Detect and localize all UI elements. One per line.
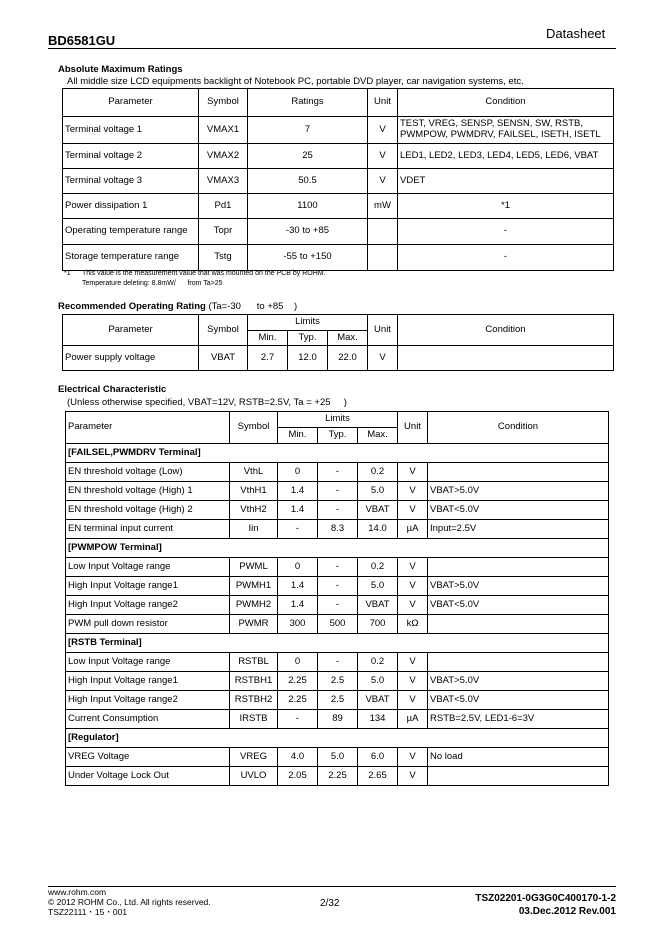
elec-cell: µA xyxy=(398,710,428,729)
rec-op-header-parameter: Parameter xyxy=(63,315,199,346)
rec-op-header-symbol: Symbol xyxy=(199,315,248,346)
group-heading: [RSTB Terminal] xyxy=(66,634,609,653)
elec-header-max: Max. xyxy=(358,428,398,444)
abs-max-header-cell: Condition xyxy=(398,89,614,117)
rec-op-cell: 12.0 xyxy=(288,346,328,371)
elec-cell: V xyxy=(398,463,428,482)
elec-cell: 0 xyxy=(278,558,318,577)
elec-cell: 0.2 xyxy=(358,653,398,672)
group-heading: [FAILSEL,PWMDRV Terminal] xyxy=(66,444,609,463)
elec-cell: - xyxy=(318,596,358,615)
elec-cell: Low Input Voltage range xyxy=(66,653,230,672)
abs-max-cell: 7 xyxy=(248,117,368,144)
elec-cell: 500 xyxy=(318,615,358,634)
elec-cell: RSTB=2.5V, LED1-6=3V xyxy=(428,710,609,729)
abs-max-cell: VMAX2 xyxy=(199,144,248,169)
table-row xyxy=(66,748,609,767)
abs-max-cell: Storage temperature range xyxy=(63,245,199,271)
elec-cell: V xyxy=(398,653,428,672)
elec-cell: 0 xyxy=(278,463,318,482)
abs-max-note-mark: *1 xyxy=(64,270,71,277)
elec-cell: High Input Voltage range1 xyxy=(66,672,230,691)
rec-op-header-limits: Limits xyxy=(248,315,368,331)
elec-cell xyxy=(428,615,609,634)
abs-max-cell: Power dissipation 1 xyxy=(63,194,199,219)
rec-op-header-condition: Condition xyxy=(398,315,614,346)
abs-max-header-cell: Symbol xyxy=(199,89,248,117)
elec-cell: 5.0 xyxy=(358,482,398,501)
elec-cell: V xyxy=(398,672,428,691)
footer-website: www.rohm.com xyxy=(48,887,107,897)
header-divider xyxy=(48,48,616,49)
elec-header-row xyxy=(66,412,609,428)
table-row xyxy=(66,691,609,710)
footer-form-code: TSZ22111・15・001 xyxy=(48,906,128,917)
page-number: 2/32 xyxy=(320,898,340,909)
elec-cell xyxy=(428,463,609,482)
abs-max-cell: LED1, LED2, LED3, LED4, LED5, LED6, VBAT xyxy=(398,144,614,169)
elec-subtitle: (Unless otherwise specified, VBAT=12V, RSTB=2.5V, Ta = +25 ) xyxy=(67,397,347,408)
abs-max-cell: Pd1 xyxy=(199,194,248,219)
abs-max-note-line2: Temperature deleting: 8.8mW/ from Ta>25 xyxy=(82,280,223,287)
elec-header-unit: Unit xyxy=(398,412,428,444)
table-row xyxy=(66,767,609,786)
abs-max-cell: V xyxy=(368,169,398,194)
elec-cell: VBAT>5.0V xyxy=(428,482,609,501)
elec-cell: 2.05 xyxy=(278,767,318,786)
elec-cell: EN terminal input current xyxy=(66,520,230,539)
table-row xyxy=(66,710,609,729)
elec-cell: PWMH2 xyxy=(230,596,278,615)
footer-divider xyxy=(48,886,616,887)
elec-cell: RSTBL xyxy=(230,653,278,672)
elec-cell: PWM pull down resistor xyxy=(66,615,230,634)
footer-right xyxy=(475,893,616,918)
elec-cell: 4.0 xyxy=(278,748,318,767)
abs-max-table xyxy=(62,88,614,271)
elec-cell: VBAT xyxy=(358,596,398,615)
elec-cell: 2.25 xyxy=(278,672,318,691)
elec-cell: 1.4 xyxy=(278,482,318,501)
elec-cell: VBAT>5.0V xyxy=(428,577,609,596)
elec-cell: VBAT>5.0V xyxy=(428,672,609,691)
rec-op-title-text: Recommended Operating Rating xyxy=(58,301,206,312)
rec-op-header-row xyxy=(63,315,614,331)
group-heading: [Regulator] xyxy=(66,729,609,748)
elec-cell: 0.2 xyxy=(358,463,398,482)
abs-max-cell xyxy=(368,245,398,271)
elec-cell: - xyxy=(318,558,358,577)
rec-op-cell: V xyxy=(368,346,398,371)
elec-cell: VBAT xyxy=(358,501,398,520)
abs-max-cell xyxy=(368,219,398,245)
elec-cell xyxy=(428,558,609,577)
table-row xyxy=(63,194,614,219)
abs-max-cell: Topr xyxy=(199,219,248,245)
abs-max-cell: 50.5 xyxy=(248,169,368,194)
abs-max-cell: V xyxy=(368,117,398,144)
abs-max-cell: 25 xyxy=(248,144,368,169)
elec-header-symbol: Symbol xyxy=(230,412,278,444)
elec-cell: V xyxy=(398,577,428,596)
elec-cell: High Input Voltage range2 xyxy=(66,596,230,615)
abs-max-cell: Operating temperature range xyxy=(63,219,199,245)
elec-cell: V xyxy=(398,482,428,501)
abs-max-note-line1: This value is the measurement value that was mounted on the PCB by ROHM. xyxy=(82,270,326,277)
elec-cell: V xyxy=(398,596,428,615)
rec-op-cell: 22.0 xyxy=(328,346,368,371)
elec-cell: VthH1 xyxy=(230,482,278,501)
footer-date-rev: 03.Dec.2012 Rev.001 xyxy=(518,905,616,917)
elec-cell: UVLO xyxy=(230,767,278,786)
rec-op-cell: Power supply voltage xyxy=(63,346,199,371)
elec-cell: V xyxy=(398,748,428,767)
elec-header-typ: Typ. xyxy=(318,428,358,444)
elec-cell: Input=2.5V xyxy=(428,520,609,539)
table-row xyxy=(66,558,609,577)
elec-cell: 2.25 xyxy=(318,767,358,786)
elec-cell: V xyxy=(398,558,428,577)
abs-max-cell: Terminal voltage 2 xyxy=(63,144,199,169)
rec-op-header-typ: Typ. xyxy=(288,331,328,346)
rec-op-header-unit: Unit xyxy=(368,315,398,346)
elec-cell: EN threshold voltage (Low) xyxy=(66,463,230,482)
elec-cell: 2.25 xyxy=(278,691,318,710)
doc-type: Datasheet xyxy=(546,26,606,41)
abs-max-header-cell: Ratings xyxy=(248,89,368,117)
elec-header-condition: Condition xyxy=(428,412,609,444)
elec-cell: µA xyxy=(398,520,428,539)
rec-op-title xyxy=(58,301,297,312)
elec-cell: VBAT<5.0V xyxy=(428,596,609,615)
table-row xyxy=(63,144,614,169)
rec-op-title-cond: (Ta=-30 to +85 ) xyxy=(208,301,298,312)
elec-cell: 89 xyxy=(318,710,358,729)
group-row xyxy=(66,634,609,653)
abs-max-cell: -30 to +85 xyxy=(248,219,368,245)
elec-header-min: Min. xyxy=(278,428,318,444)
abs-max-header-cell: Unit xyxy=(368,89,398,117)
elec-cell: - xyxy=(318,577,358,596)
table-row xyxy=(66,501,609,520)
group-row xyxy=(66,444,609,463)
abs-max-cell: mW xyxy=(368,194,398,219)
rec-op-cell: VBAT xyxy=(199,346,248,371)
elec-cell: 0.2 xyxy=(358,558,398,577)
table-row xyxy=(63,219,614,245)
elec-cell: 0 xyxy=(278,653,318,672)
elec-cell: - xyxy=(318,501,358,520)
elec-cell: PWML xyxy=(230,558,278,577)
footer-doc-number: TSZ02201-0G3G0C400170-1-2 xyxy=(475,893,616,904)
table-row xyxy=(66,520,609,539)
part-number: BD6581GU xyxy=(48,33,116,48)
elec-cell: V xyxy=(398,691,428,710)
elec-table xyxy=(65,411,609,786)
elec-cell: 14.0 xyxy=(358,520,398,539)
table-row xyxy=(63,169,614,194)
elec-cell: - xyxy=(318,482,358,501)
table-row xyxy=(66,596,609,615)
elec-cell: kΩ xyxy=(398,615,428,634)
abs-max-cell: Terminal voltage 1 xyxy=(63,117,199,144)
rec-op-header-min: Min. xyxy=(248,331,288,346)
elec-cell: Low Input Voltage range xyxy=(66,558,230,577)
elec-cell: VBAT xyxy=(358,691,398,710)
elec-cell: 8.3 xyxy=(318,520,358,539)
abs-max-cell: Terminal voltage 3 xyxy=(63,169,199,194)
elec-cell: - xyxy=(278,520,318,539)
elec-cell: No load xyxy=(428,748,609,767)
elec-cell: Under Voltage Lock Out xyxy=(66,767,230,786)
abs-max-header-cell: Parameter xyxy=(63,89,199,117)
abs-max-subtitle: All middle size LCD equipments backlight of Notebook PC, portable DVD player, car navigation systems, etc. xyxy=(67,76,524,87)
elec-cell: 2.5 xyxy=(318,672,358,691)
table-row xyxy=(66,672,609,691)
table-row xyxy=(66,463,609,482)
elec-cell: High Input Voltage range2 xyxy=(66,691,230,710)
elec-cell: 5.0 xyxy=(358,577,398,596)
abs-max-title: Absolute Maximum Ratings xyxy=(58,64,183,75)
elec-cell: VthH2 xyxy=(230,501,278,520)
table-row xyxy=(66,653,609,672)
elec-cell: V xyxy=(398,767,428,786)
abs-max-cell: 1100 xyxy=(248,194,368,219)
abs-max-cell: *1 xyxy=(398,194,614,219)
elec-cell: 700 xyxy=(358,615,398,634)
table-row xyxy=(63,117,614,144)
elec-cell: EN threshold voltage (High) 2 xyxy=(66,501,230,520)
elec-cell xyxy=(428,767,609,786)
elec-cell: Iin xyxy=(230,520,278,539)
elec-cell: 2.5 xyxy=(318,691,358,710)
elec-cell: - xyxy=(278,710,318,729)
elec-cell: 6.0 xyxy=(358,748,398,767)
elec-cell: V xyxy=(398,501,428,520)
table-row xyxy=(63,245,614,271)
table-row xyxy=(66,577,609,596)
table-row xyxy=(66,615,609,634)
elec-cell: High Input Voltage range1 xyxy=(66,577,230,596)
elec-cell: VBAT<5.0V xyxy=(428,691,609,710)
elec-cell: 1.4 xyxy=(278,501,318,520)
abs-max-cell: - xyxy=(398,219,614,245)
group-row xyxy=(66,729,609,748)
rec-op-table xyxy=(62,314,614,371)
elec-cell: VBAT<5.0V xyxy=(428,501,609,520)
elec-header-limits: Limits xyxy=(278,412,398,428)
elec-cell: 300 xyxy=(278,615,318,634)
abs-max-cell: V xyxy=(368,144,398,169)
abs-max-cell: VDET xyxy=(398,169,614,194)
elec-cell: PWMR xyxy=(230,615,278,634)
abs-max-cell: - xyxy=(398,245,614,271)
elec-cell: RSTBH1 xyxy=(230,672,278,691)
elec-cell: 2.65 xyxy=(358,767,398,786)
rec-op-cell: 2.7 xyxy=(248,346,288,371)
abs-max-header-row xyxy=(63,89,614,117)
rec-op-header-max: Max. xyxy=(328,331,368,346)
elec-cell: 5.0 xyxy=(318,748,358,767)
abs-max-cell: TEST, VREG, SENSP, SENSN, SW, RSTB, PWMPOW, PWMDRV, FAILSEL, ISETH, ISETL xyxy=(398,117,614,144)
elec-header-parameter: Parameter xyxy=(66,412,230,444)
rec-op-cell xyxy=(398,346,614,371)
abs-max-cell: VMAX3 xyxy=(199,169,248,194)
elec-cell: VthL xyxy=(230,463,278,482)
footer-left xyxy=(48,888,211,917)
elec-cell: 5.0 xyxy=(358,672,398,691)
elec-cell: EN threshold voltage (High) 1 xyxy=(66,482,230,501)
abs-max-cell: Tstg xyxy=(199,245,248,271)
group-row xyxy=(66,539,609,558)
elec-cell: 134 xyxy=(358,710,398,729)
footer-copyright: © 2012 ROHM Co., Ltd. All rights reserved. xyxy=(48,896,211,907)
elec-cell xyxy=(428,653,609,672)
elec-cell: 1.4 xyxy=(278,577,318,596)
elec-cell: VREG xyxy=(230,748,278,767)
elec-title: Electrical Characteristic xyxy=(58,384,167,395)
abs-max-cell: VMAX1 xyxy=(199,117,248,144)
table-row xyxy=(63,346,614,371)
elec-cell: IRSTB xyxy=(230,710,278,729)
elec-cell: RSTBH2 xyxy=(230,691,278,710)
abs-max-cell: -55 to +150 xyxy=(248,245,368,271)
elec-cell: PWMH1 xyxy=(230,577,278,596)
elec-cell: 1.4 xyxy=(278,596,318,615)
elec-cell: - xyxy=(318,653,358,672)
elec-cell: VREG Voltage xyxy=(66,748,230,767)
group-heading: [PWMPOW Terminal] xyxy=(66,539,609,558)
elec-cell: Current Consumption xyxy=(66,710,230,729)
table-row xyxy=(66,482,609,501)
elec-cell: - xyxy=(318,463,358,482)
